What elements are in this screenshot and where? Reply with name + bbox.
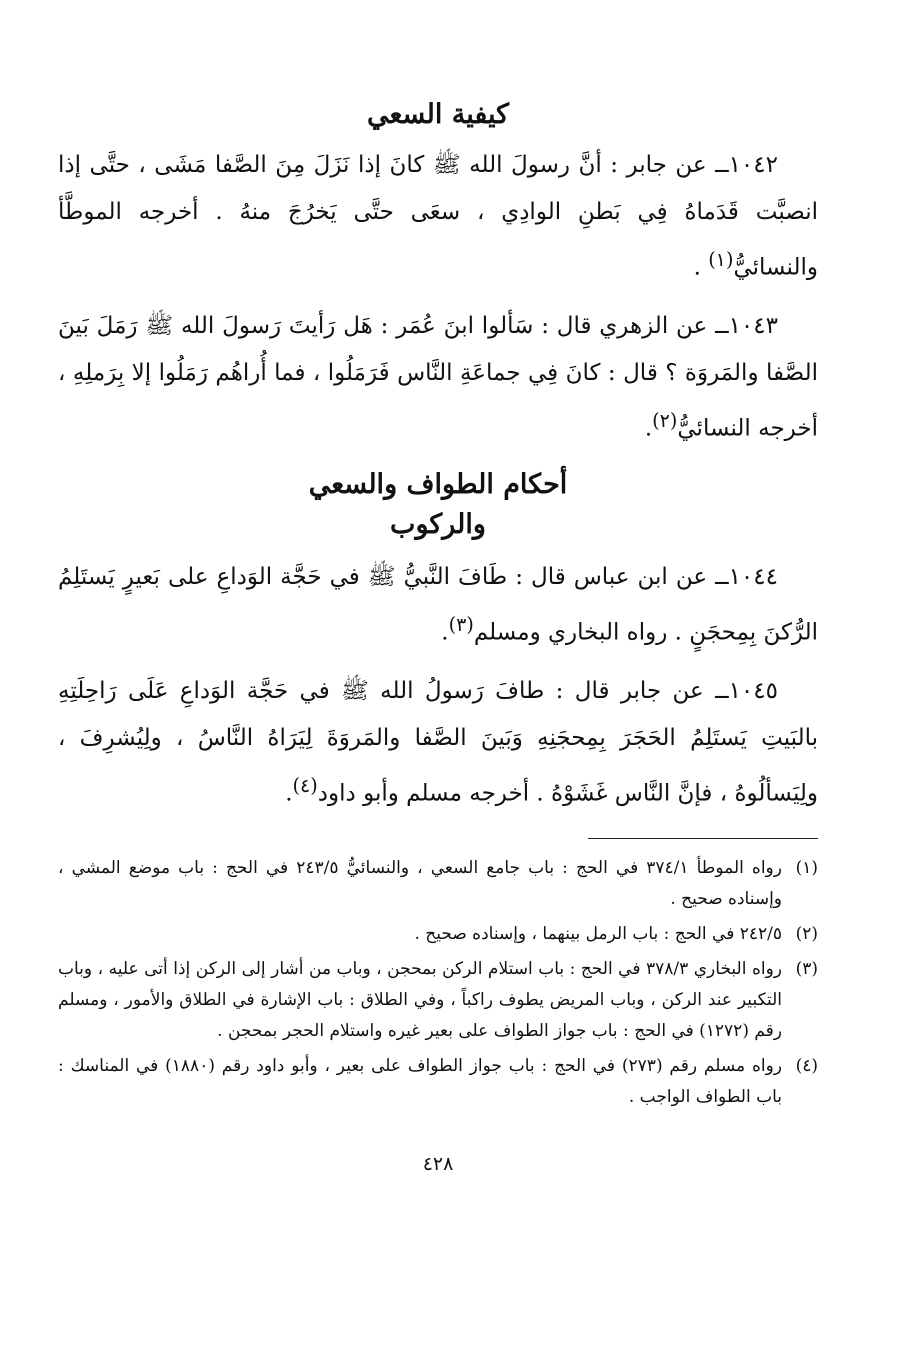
footnote-2 [58, 919, 818, 950]
hadith-text: عن ابن عباس قال : طَافَ النَّبيُّ ﷺ في حَجَّة الوَداعِ على بَعيرٍ يَستَلِمُ الرُّكنَ بِمِحجَنٍ . رواه البخاري ومسلم [58, 563, 818, 646]
footnote-1 [58, 853, 818, 915]
hadith-1043: ١٠٤٣ــ عن الزهري قال : سَألوا ابنَ عُمَر : هَل رَأيتَ رَسولَ الله ﷺ رَمَلَ بَينَ الصَّفا والمَروَة ؟ قال : كانَ فِي جماعَةِ النَّاس فَرَمَلُوا ، فما أُراهُم رَمَلُوا إلا بِرَملِهِ ، أخرجه النسائيُّ$^{(٢)}$. [58, 313, 818, 442]
page-number: ٤٢٨ [422, 1153, 454, 1176]
section-heading-ahkam: أحكام الطواف والسعي [308, 468, 568, 500]
footnote-marker: (٤) [795, 1056, 818, 1077]
footnote-text: رواه الموطأ ٣٧٤/١ في الحج : باب جامع السعي ، والنسائيُّ ٢٤٣/٥ في الحج : باب موضع المشي ، وإسناده صحيح . [58, 858, 782, 910]
footnote-text: رواه مسلم رقم (٢٧٣) في الحج : باب جواز الطواف على بعير ، وأبو داود رقم (١٨٨٠) في المناسك : باب الطواف الواجب . [58, 1056, 782, 1108]
footnote-ref: (٣) [448, 612, 474, 636]
hadith-1045: ١٠٤٥ــ عن جابر قال : طافَ رَسولُ الله ﷺ في حَجَّة الوَداعِ عَلَى رَاحِلَتِهِ بالبَيتِ يَستَلِمُ الحَجَرَ بِمِحجَنِهِ وَبَينَ الصَّفا والمَروَةَ لِيَرَاهُ النَّاسُ ، ولِيُشرِفَ ، ولِيَسألُوهُ ، فإنَّ النَّاس غَشَوْهُ . أخرجه مسلم وأبو داود$^{(٤)}$. [58, 678, 818, 808]
footnote-marker: (٣) [795, 959, 818, 980]
section-heading-rukub: والركوب [390, 509, 486, 541]
footnote-marker: (١) [795, 858, 818, 879]
footnote-4 [58, 1051, 818, 1113]
footnote-text: ٢٤٢/٥ في الحج : باب الرمل بينهما ، وإسناده صحيح . [414, 924, 782, 945]
hadith-text: عن الزهري قال : سَألوا ابنَ عُمَر : هَل رَأيتَ رَسولَ الله ﷺ رَمَلَ بَينَ الصَّفا والمَروَة ؟ قال : كانَ فِي جماعَةِ النَّاس فَرَمَلُوا ، فما أُراهُم رَمَلُوا إلا بِرَملِهِ ، أخرجه النسائيُّ [58, 313, 818, 442]
hadith-text: عن جابر : أنَّ رسولَ الله ﷺ كانَ إذا نَزَلَ مِنَ الصَّفا مَشَى ، حتَّى إذا انصبَّت قَدَماهُ فِي بَطنِ الوادِي ، سعَى حتَّى يَخرُجَ منهُ . أخرجه الموطَّأ والنسائيُّ [58, 151, 818, 281]
hadith-number: ١٠٤٣ [728, 313, 778, 340]
hadith-1044: ١٠٤٤ــ عن ابن عباس قال : طَافَ النَّبيُّ ﷺ في حَجَّة الوَداعِ على بَعيرٍ يَستَلِمُ الرُّكنَ بِمِحجَنٍ . رواه البخاري ومسلم$^{(٣)}$. [58, 563, 818, 646]
hadith-number: ١٠٤٢ [728, 151, 778, 178]
hadith-1042: ١٠٤٢ــ عن جابر : أنَّ رسولَ الله ﷺ كانَ إذا نَزَلَ مِنَ الصَّفا مَشَى ، حتَّى إذا انصبَّت قَدَماهُ فِي بَطنِ الوادِي ، سعَى حتَّى يَخرُجَ منهُ . أخرجه الموطَّأ والنسائيُّ$^{(١)}$ . [58, 151, 818, 281]
hadith-text: عن جابر قال : طافَ رَسولُ الله ﷺ في حَجَّة الوَداعِ عَلَى رَاحِلَتِهِ بالبَيتِ يَستَلِمُ الحَجَرَ بِمِحجَنِهِ وَبَينَ الصَّفا والمَروَةَ لِيَرَاهُ النَّاسُ ، ولِيُشرِفَ ، ولِيَسألُوهُ ، فإنَّ النَّاس غَشَوْهُ . أخرجه مسلم وأبو داود [58, 678, 818, 808]
hadith-number: ١٠٤٥ [728, 678, 778, 705]
footnote-ref: (١) [708, 247, 734, 271]
section-heading-sai: كيفية السعي [366, 99, 510, 130]
footnote-ref: (٤) [292, 774, 318, 798]
footnote-marker: (٢) [795, 924, 818, 945]
page [58, 95, 818, 1175]
footnote-text: رواه البخاري ٣٧٨/٣ في الحج : باب استلام الركن بمحجن ، وباب من أشار إلى الركن إذا أتى عليه ، وباب التكبير عند الركن ، وباب المريض يطوف راكباً ، وفي الطلاق : باب الإشارة في الطلاق والأمور ، ومسلم رقم (١٢٧٢) في الحج : باب جواز الطواف على بعير غيره واستلام الحجر بمحجن . [58, 959, 782, 1042]
footnote-3 [58, 954, 818, 1047]
footnote-ref: (٢) [652, 409, 678, 433]
hadith-number: ١٠٤٤ [728, 563, 778, 590]
footnote-divider [588, 838, 818, 839]
